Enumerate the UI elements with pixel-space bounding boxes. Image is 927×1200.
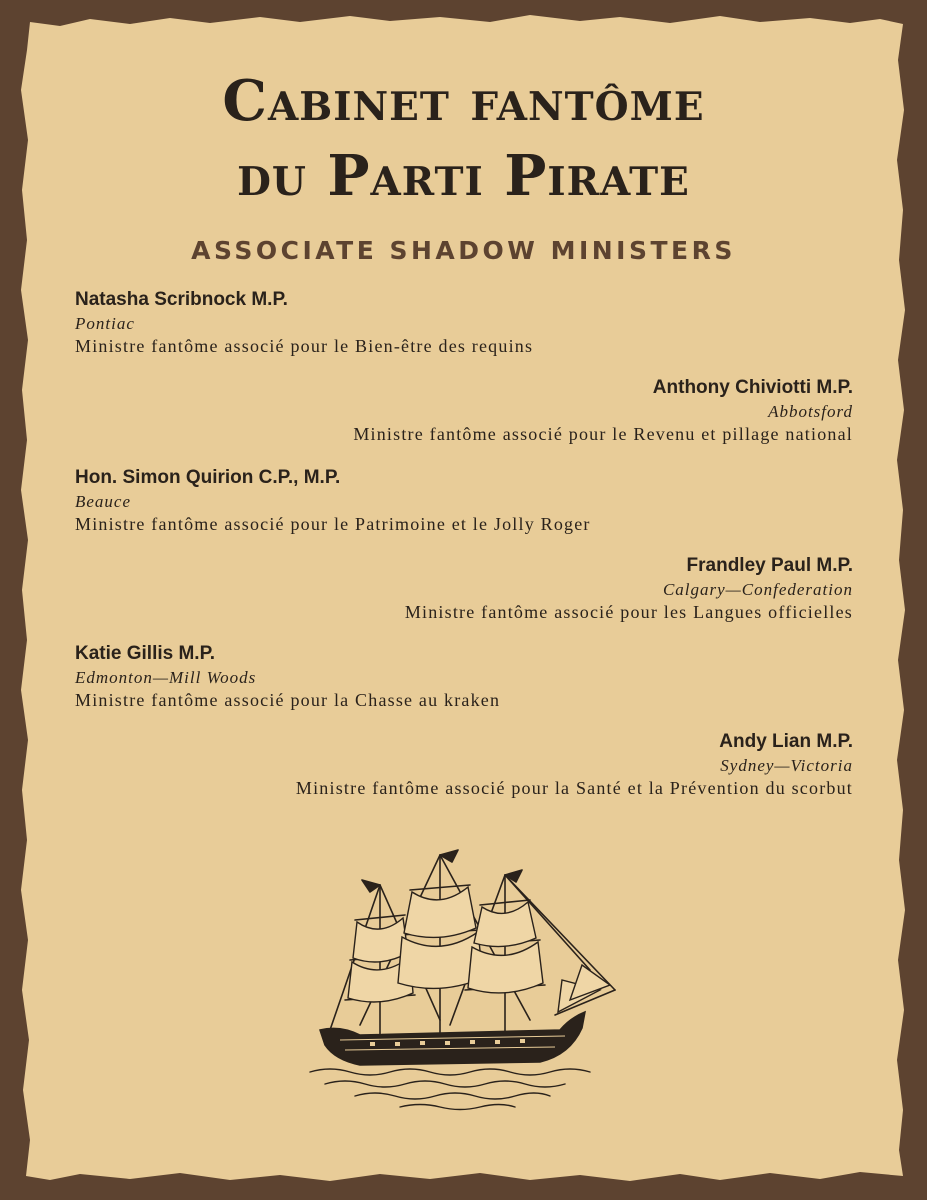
- minister-entry: [73, 554, 853, 624]
- page-title-line1: Cabinet fantôme: [222, 68, 705, 134]
- minister-riding: Sydney—Victoria: [720, 756, 853, 775]
- page-title-line2: du Parti Pirate: [237, 143, 690, 209]
- minister-riding: Edmonton—Mill Woods: [75, 668, 257, 687]
- minister-role: Ministre fantôme associé pour le Revenu et pillage national: [353, 424, 853, 444]
- minister-role: Ministre fantôme associé pour la Chasse au kraken: [75, 690, 501, 710]
- minister-name: Anthony Chiviotti M.P.: [652, 377, 853, 398]
- minister-role: Ministre fantôme associé pour la Santé et la Prévention du scorbut: [295, 778, 853, 798]
- minister-riding: Pontiac: [75, 314, 135, 333]
- minister-name: Frandley Paul M.P.: [686, 555, 853, 576]
- minister-entry: [73, 376, 853, 446]
- sailing-ship-icon: [300, 840, 630, 1120]
- minister-riding: Calgary—Confederation: [662, 580, 853, 599]
- minister-role: Ministre fantôme associé pour le Patrimoine et le Jolly Roger: [75, 514, 591, 534]
- minister-name: Natasha Scribnock M.P.: [75, 289, 288, 310]
- minister-entry: [75, 642, 855, 712]
- minister-name: Andy Lian M.P.: [719, 731, 853, 752]
- minister-role: Ministre fantôme associé pour les Langues officielles: [404, 602, 853, 622]
- minister-riding: Abbotsford: [768, 402, 853, 421]
- minister-entry: [75, 288, 855, 358]
- minister-entry: [75, 466, 855, 536]
- minister-name: Hon. Simon Quirion C.P., M.P.: [75, 467, 341, 488]
- section-subtitle: ASSOCIATE SHADOW MINISTERS: [191, 236, 736, 265]
- minister-entry: [73, 730, 853, 800]
- minister-riding: Beauce: [75, 492, 132, 511]
- minister-name: Katie Gillis M.P.: [75, 643, 216, 664]
- minister-role: Ministre fantôme associé pour le Bien-être des requins: [75, 336, 534, 356]
